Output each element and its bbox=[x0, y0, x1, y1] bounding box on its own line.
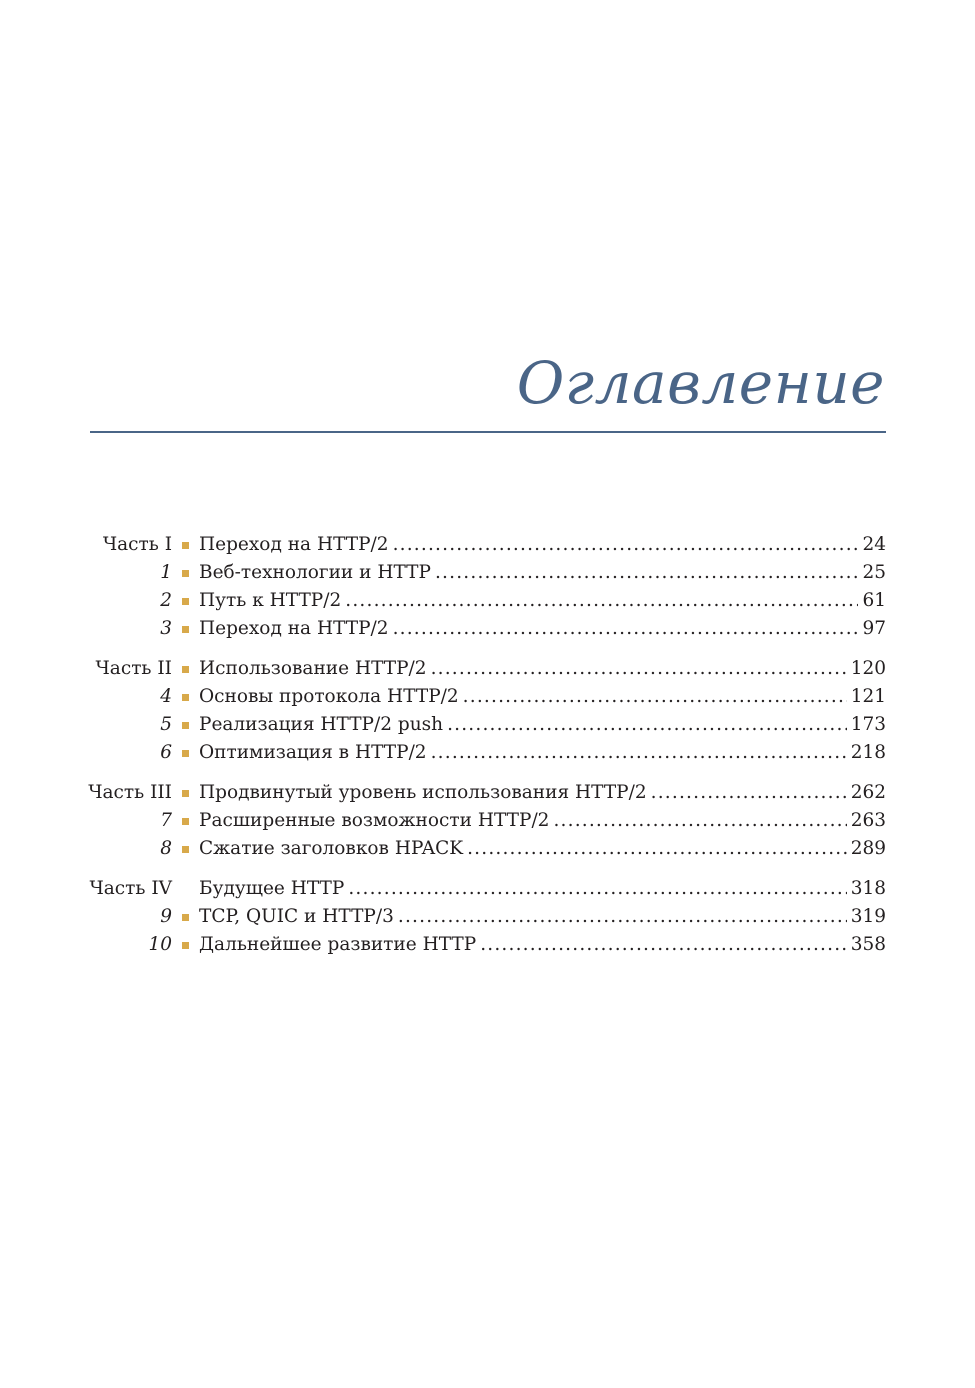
dot-leader bbox=[431, 739, 847, 767]
part-label: Часть II bbox=[95, 658, 172, 679]
dot-leader bbox=[431, 655, 847, 683]
chapter-title: Расширенные возможности HTTP/2 bbox=[199, 810, 550, 831]
bullet-icon bbox=[172, 683, 199, 711]
page-number: 120 bbox=[850, 658, 886, 679]
toc-part-group bbox=[80, 655, 886, 767]
toc-part-group bbox=[80, 875, 886, 959]
part-label: Часть IV bbox=[89, 878, 172, 899]
dot-leader bbox=[553, 807, 846, 835]
dot-leader bbox=[348, 875, 846, 903]
toc-chapter-row[interactable] bbox=[80, 615, 886, 643]
bullet-icon bbox=[172, 711, 199, 739]
page-number: 318 bbox=[850, 878, 886, 899]
page-number: 218 bbox=[850, 742, 886, 763]
dot-leader bbox=[393, 531, 859, 559]
part-label: Часть III bbox=[88, 782, 172, 803]
toc-chapter-row[interactable] bbox=[80, 835, 886, 863]
chapter-number: 8 bbox=[160, 838, 172, 859]
page-number: 262 bbox=[850, 782, 886, 803]
bullet-icon bbox=[172, 615, 199, 643]
chapter-title: Оптимизация в HTTP/2 bbox=[199, 742, 427, 763]
part-title: Переход на HTTP/2 bbox=[199, 534, 389, 555]
chapter-title: Сжатие заголовков HPACK bbox=[199, 838, 464, 859]
chapter-number: 6 bbox=[160, 742, 172, 763]
page-number: 24 bbox=[862, 534, 886, 555]
chapter-title: Переход на HTTP/2 bbox=[199, 618, 389, 639]
toc-part-group bbox=[80, 531, 886, 643]
toc-part-group bbox=[80, 779, 886, 863]
page-number: 263 bbox=[850, 810, 886, 831]
toc-chapter-row[interactable] bbox=[80, 559, 886, 587]
part-title: Будущее HTTP bbox=[199, 878, 345, 899]
toc-chapter-row[interactable] bbox=[80, 587, 886, 615]
toc-chapter-row[interactable] bbox=[80, 711, 886, 739]
page-number: 358 bbox=[850, 934, 886, 955]
part-title: Использование HTTP/2 bbox=[199, 658, 427, 679]
toc-chapter-row[interactable] bbox=[80, 683, 886, 711]
toc-part-row[interactable] bbox=[80, 655, 886, 683]
toc-part-row[interactable] bbox=[80, 875, 886, 903]
bullet-icon bbox=[172, 739, 199, 767]
chapter-number: 1 bbox=[160, 562, 172, 583]
chapter-title: Реализация HTTP/2 push bbox=[199, 714, 444, 735]
page-number: 319 bbox=[850, 906, 886, 927]
chapter-number: 7 bbox=[160, 810, 172, 831]
page-title: Оглавление bbox=[516, 349, 885, 417]
page-number: 61 bbox=[862, 590, 886, 611]
toc-part-row[interactable] bbox=[80, 779, 886, 807]
bullet-icon bbox=[172, 587, 199, 615]
page-number: 173 bbox=[850, 714, 886, 735]
page-number: 97 bbox=[862, 618, 886, 639]
dot-leader bbox=[435, 559, 858, 587]
chapter-number: 2 bbox=[160, 590, 172, 611]
part-label: Часть I bbox=[102, 534, 172, 555]
title-divider bbox=[90, 431, 886, 433]
toc-chapter-row[interactable] bbox=[80, 931, 886, 959]
page-number: 121 bbox=[850, 686, 886, 707]
chapter-number: 3 bbox=[160, 618, 172, 639]
chapter-title: Дальнейшее развитие HTTP bbox=[199, 934, 477, 955]
page-number: 25 bbox=[862, 562, 886, 583]
toc-part-row[interactable] bbox=[80, 531, 886, 559]
toc-chapter-row[interactable] bbox=[80, 807, 886, 835]
dot-leader bbox=[447, 711, 847, 739]
chapter-title: Веб-технологии и HTTP bbox=[199, 562, 431, 583]
toc-chapter-row[interactable] bbox=[80, 903, 886, 931]
page-number: 289 bbox=[850, 838, 886, 859]
toc-chapter-row[interactable] bbox=[80, 739, 886, 767]
part-title: Продвинутый уровень использования HTTP/2 bbox=[199, 782, 647, 803]
bullet-icon bbox=[172, 559, 199, 587]
dot-leader bbox=[393, 615, 859, 643]
chapter-title: Путь к HTTP/2 bbox=[199, 590, 342, 611]
dot-leader bbox=[398, 903, 847, 931]
bullet-icon bbox=[172, 655, 199, 683]
dot-leader bbox=[467, 835, 847, 863]
table-of-contents bbox=[80, 531, 886, 971]
bullet-spacer bbox=[172, 875, 199, 903]
dot-leader bbox=[345, 587, 858, 615]
chapter-title: Основы протокола HTTP/2 bbox=[199, 686, 459, 707]
bullet-icon bbox=[172, 931, 199, 959]
bullet-icon bbox=[172, 779, 199, 807]
bullet-icon bbox=[172, 807, 199, 835]
dot-leader bbox=[480, 931, 847, 959]
dot-leader bbox=[463, 683, 847, 711]
bullet-icon bbox=[172, 531, 199, 559]
dot-leader bbox=[651, 779, 847, 807]
chapter-number: 10 bbox=[148, 934, 172, 955]
chapter-number: 9 bbox=[160, 906, 172, 927]
chapter-number: 5 bbox=[160, 714, 172, 735]
chapter-title: TCP, QUIC и HTTP/3 bbox=[199, 906, 394, 927]
chapter-number: 4 bbox=[160, 686, 172, 707]
bullet-icon bbox=[172, 835, 199, 863]
bullet-icon bbox=[172, 903, 199, 931]
